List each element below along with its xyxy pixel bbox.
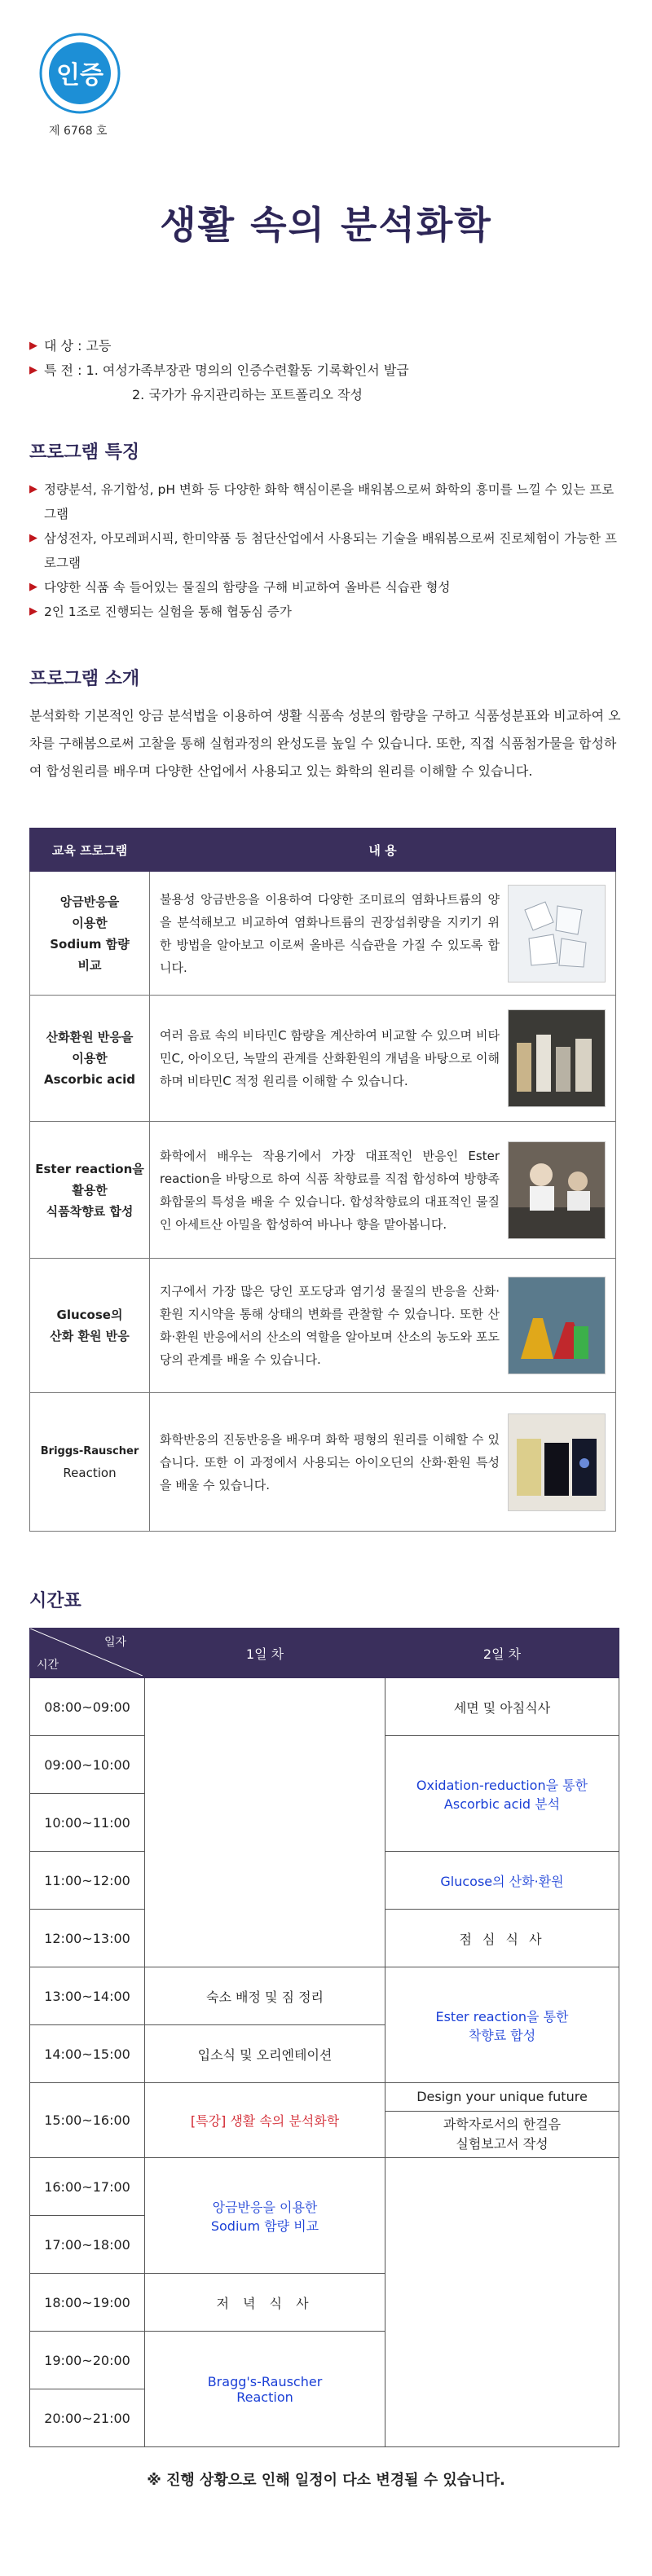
time-slot: 16:00~17:00 <box>30 2158 145 2216</box>
bullet-icon: ▶ <box>29 605 37 618</box>
corner-cell <box>30 1629 145 1678</box>
info-benefit-2: 2. 국가가 유지관리하는 포트폴리오 작성 <box>132 387 363 402</box>
program-description: 여러 음료 속의 비타민C 함량을 계산하여 비교할 수 있으며 비타민C, 아이오딘, 녹말의 관계를 산화환원의 개념을 바탕으로 이해하며 비타민C 적정 원리를 이해할 수 있습니다. <box>160 1028 500 1088</box>
program-name-line: 산화 환원 반응 <box>50 1329 130 1343</box>
info-target-row <box>29 334 409 358</box>
day2-activity: 세면 및 아침식사 <box>385 1678 619 1736</box>
program-description: 화학반응의 진동반응을 배우며 화학 평형의 원리를 이해할 수 있습니다. 또한 이 과정에서 사용되는 아이오딘의 산화·환원 특성을 배울 수 있습니다. <box>160 1431 500 1492</box>
program-name-line: Glucose의 <box>56 1308 123 1322</box>
program-name-line: 이용한 <box>72 1051 108 1066</box>
time-slot: 18:00~19:00 <box>30 2274 145 2332</box>
schedule-note: ※ 진행 상황으로 인해 일정이 다소 변경될 수 있습니다. <box>147 2472 505 2489</box>
feature-item <box>29 575 624 600</box>
schedule-row <box>30 2083 619 2158</box>
time-slot: 09:00~10:00 <box>30 1736 145 1794</box>
day1-activity: 숙소 배정 및 짐 정리 <box>145 1967 385 2025</box>
program-desc-cell <box>150 1393 616 1532</box>
corner-day-label: 일자 <box>104 1636 126 1649</box>
program-name-line: 앙금반응을 <box>59 894 120 909</box>
program-table-header <box>30 829 616 872</box>
time-slot: 17:00~18:00 <box>30 2216 145 2274</box>
lab-bottles-image <box>508 1009 606 1107</box>
beakers-dark-image <box>508 1413 606 1511</box>
program-name-line: 비교 <box>77 957 102 973</box>
program-row <box>30 1122 616 1259</box>
feature-item <box>29 526 624 575</box>
page-title: 생활 속의 분석화학 <box>160 203 492 247</box>
program-name-line: 활용한 <box>72 1182 108 1198</box>
bullet-icon: ▶ <box>29 581 37 593</box>
program-name-line: 산화환원 반응을 <box>46 1030 134 1044</box>
activity-line: 실험보고서 작성 <box>456 2136 548 2152</box>
feature-item <box>29 477 624 526</box>
day2-activity: 점 심 식 사 <box>385 1910 619 1967</box>
activity-line: Reaction <box>236 2389 293 2405</box>
day1-activity: [특강] 생활 속의 분석화학 <box>145 2083 385 2158</box>
program-row <box>30 1259 616 1393</box>
program-name <box>30 996 150 1122</box>
feature-text: 2인 1조로 진행되는 실험을 통해 협동심 증가 <box>44 604 292 619</box>
program-name <box>30 1393 150 1532</box>
time-slot: 08:00~09:00 <box>30 1678 145 1736</box>
column-header: 교육 프로그램 <box>30 829 150 872</box>
issue-number: 제 6768 호 <box>49 125 108 138</box>
report-block <box>385 2112 619 2157</box>
activity-line: 과학자로서의 한걸음 <box>443 2117 562 2132</box>
color-flasks-image <box>508 1277 606 1374</box>
schedule-row <box>30 2158 619 2216</box>
day1-empty-cell <box>145 1678 385 1967</box>
day1-activity: 입소식 및 오리엔테이션 <box>145 2025 385 2083</box>
students-lab-image <box>508 1141 606 1239</box>
features-heading: 프로그램 특징 <box>29 442 140 463</box>
intro-heading: 프로그램 소개 <box>29 669 140 689</box>
program-desc-cell <box>150 1259 616 1393</box>
schedule-header <box>30 1629 619 1678</box>
bullet-icon: ▶ <box>29 364 37 376</box>
time-slot: 19:00~20:00 <box>30 2332 145 2389</box>
activity-line: 앙금반응을 이용한 <box>212 2199 318 2215</box>
bullet-icon: ▶ <box>29 532 37 544</box>
activity-line: Ester reaction을 통한 <box>435 2008 569 2024</box>
program-desc-cell <box>150 872 616 996</box>
time-slot: 10:00~11:00 <box>30 1794 145 1852</box>
time-slot: 12:00~13:00 <box>30 1910 145 1967</box>
program-name <box>30 872 150 996</box>
time-slot: 20:00~21:00 <box>30 2389 145 2447</box>
schedule-heading: 시간표 <box>29 1591 82 1611</box>
info-benefit-row-2 <box>29 383 409 407</box>
program-name <box>30 1259 150 1393</box>
day2-activity: Glucose의 산화·환원 <box>385 1852 619 1910</box>
activity-line: Ascorbic acid 분석 <box>443 1796 561 1812</box>
day2-activity-redox <box>385 1736 619 1852</box>
program-table <box>29 828 616 1532</box>
program-row <box>30 1393 616 1532</box>
time-slot: 11:00~12:00 <box>30 1852 145 1910</box>
day1-activity-sodium <box>145 2158 385 2274</box>
activity-line: Oxidation-reduction을 통한 <box>416 1777 588 1793</box>
time-slot: 15:00~16:00 <box>30 2083 145 2158</box>
activity-line: Design your unique future <box>385 2083 619 2112</box>
bullet-icon: ▶ <box>29 340 37 352</box>
features-list <box>29 477 624 624</box>
program-description: 화학에서 배우는 작용기에서 가장 대표적인 반응인 Ester reaction을 바탕으로 하여 식품 착향료를 직접 합성하여 방향족 화합물의 특성을 배울 수 있습니다. 합성착향료의 대표적인 물질인 아세트산 아밀을 합성하여 바나나 향을 맡아봅니다. <box>160 1148 500 1232</box>
program-name-line: Ester reaction을 <box>35 1161 144 1176</box>
day1-header: 1일 차 <box>145 1629 385 1678</box>
day1-activity-briggs <box>145 2332 385 2447</box>
program-name-line: Reaction <box>63 1465 117 1480</box>
info-benefit-1: 특 전 : 1. 여성가족부장관 명의의 인증수련활동 기록확인서 발급 <box>44 363 409 378</box>
time-slot: 14:00~15:00 <box>30 2025 145 2083</box>
program-name-line: 식품착향료 합성 <box>46 1203 134 1219</box>
certification-logo <box>39 33 121 114</box>
info-target: 대 상 : 고등 <box>44 338 112 354</box>
schedule-row <box>30 1678 619 1736</box>
day2-empty-cell <box>385 2158 619 2447</box>
program-name <box>30 1122 150 1259</box>
program-row <box>30 996 616 1122</box>
activity-line: Bragg's-Rauscher <box>207 2373 323 2389</box>
salt-crystals-image <box>508 885 606 982</box>
intro-text: 분석화학 기본적인 앙금 분석법을 이용하여 생활 식품속 성분의 함량을 구하고 식품성분표와 비교하여 오차를 구해봄으로써 고찰을 통해 실험과정의 완성도를 높일 수 있습니다. 또한, 직접 식품첨가물을 합성하여 합성원리를 배우며 다양한 산업에서 사용되고 있는 화학의 원리를 이해할 수 있습니다. <box>29 708 621 779</box>
feature-text: 삼성전자, 아모레퍼시픽, 한미약품 등 첨단산업에서 사용되는 기술을 배워봄으로써 진로체험이 가능한 프로그램 <box>44 531 617 570</box>
feature-item <box>29 600 624 624</box>
schedule-row <box>30 1967 619 2025</box>
schedule-table <box>29 1628 619 2447</box>
feature-text: 다양한 식품 속 들어있는 물질의 함량을 구해 비교하여 올바른 식습관 형성 <box>44 580 451 595</box>
time-slot: 13:00~14:00 <box>30 1967 145 2025</box>
day2-activity-ester <box>385 1967 619 2083</box>
program-name-line: Sodium 함량 <box>50 936 130 952</box>
program-desc-cell <box>150 996 616 1122</box>
day2-activity-design <box>385 2083 619 2158</box>
program-desc-cell <box>150 1122 616 1259</box>
logo-text: 인증 <box>56 61 104 90</box>
program-row <box>30 872 616 996</box>
bullet-icon: ▶ <box>29 483 37 495</box>
program-name-line: 이용한 <box>72 915 108 930</box>
activity-line: 착향료 합성 <box>468 2027 536 2043</box>
day1-activity: 저 녁 식 사 <box>145 2274 385 2332</box>
feature-text: 정량분석, 유기합성, pH 변화 등 다양한 화학 핵심이론을 배워봄으로써 화학의 흥미를 느낄 수 있는 프로그램 <box>44 482 615 521</box>
program-description: 불용성 앙금반응을 이용하여 다양한 조미료의 염화나트륨의 양을 분석해보고 비교하여 염화나트륨의 권장섭취량을 지키기 위한 방법을 알아보고 이로써 올바른 식습관을 가질 수 있도록 합니다. <box>160 891 500 975</box>
activity-line: Sodium 함량 비교 <box>210 2218 319 2234</box>
info-benefit-row <box>29 358 409 383</box>
corner-time-label: 시간 <box>37 1659 59 1672</box>
program-description: 지구에서 가장 많은 당인 포도당과 염기성 물질의 반응을 산화·환원 지시약을 통해 상태의 변화를 관찰할 수 있습니다. 또한 산화·환원 반응에서의 산소의 역할을 알아보며 산소의 농도와 포도당의 관계를 배울 수 있습니다. <box>160 1284 500 1367</box>
program-name-line: Briggs-Rauscher <box>40 1444 139 1457</box>
program-info <box>29 334 409 407</box>
column-header: 내 용 <box>150 829 616 872</box>
day2-header: 2일 차 <box>385 1629 619 1678</box>
program-name-line: Ascorbic acid <box>43 1072 136 1087</box>
